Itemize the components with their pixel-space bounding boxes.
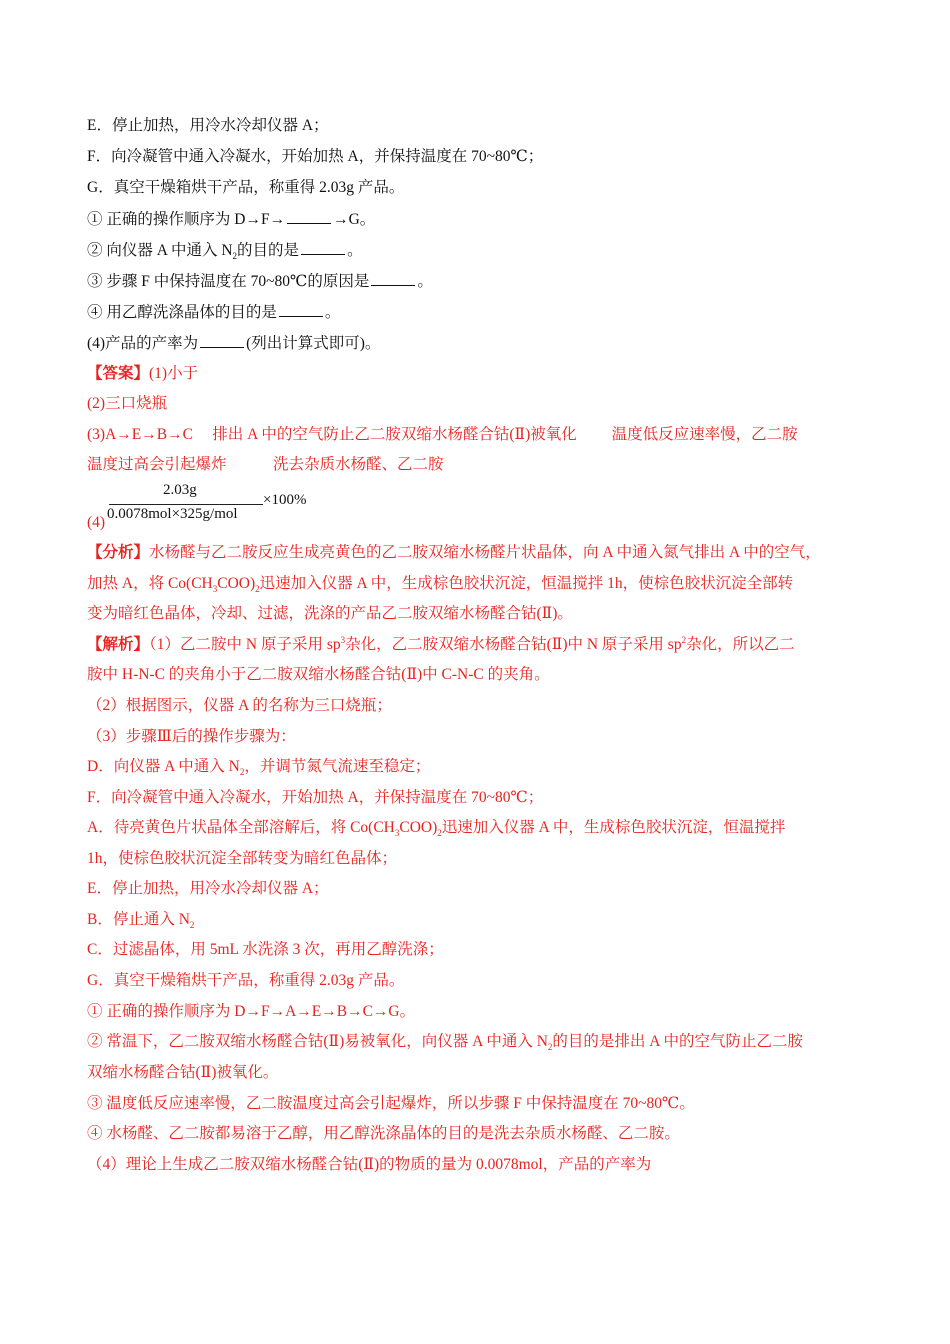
step-d-explained — [87, 757, 870, 777]
question-5-end: (列出计算式即可)。 — [246, 335, 381, 352]
analysis-line-3: 变为暗红色晶体，冷却、过滤，洗涤的产品乙二胺双缩水杨醛合钴(Ⅱ)。 — [87, 605, 573, 622]
explanation-label: 【解析】 — [87, 636, 150, 653]
answer-label: 【答案】 — [87, 365, 150, 382]
answer-blank — [200, 333, 244, 348]
analysis-line-2 — [87, 574, 870, 594]
question-5-text: (4)产品的产率为 — [87, 335, 199, 352]
result-2 — [87, 1032, 870, 1052]
result-1: ① 正确的操作顺序为 D→F→A→E→B→C→G。 — [87, 1003, 416, 1020]
step-e-explained: E．停止加热，用冷水冷却仪器 A； — [87, 880, 329, 897]
analysis-line-1 — [87, 543, 870, 563]
result-2-end: 的目的是排出 A 中的空气防止乙二胺 — [552, 1033, 803, 1050]
answer-blank — [287, 209, 331, 224]
step-f: F．向冷凝管中通入冷凝水，开始加热 A，并保持温度在 70~80℃； — [87, 148, 544, 165]
explanation-text-1c: 杂化，所以乙二 — [686, 636, 795, 653]
step-a-end: 迅速加入仪器 A 中，生成棕色胶状沉淀，恒温搅拌 — [441, 819, 786, 836]
step-a-text: A．待亮黄色片状晶体全部溶解后，将 Co(CH — [87, 819, 395, 836]
step-d-end: ，并调节氮气流速至稳定； — [244, 758, 431, 775]
result-3: ③ 温度低反应速率慢，乙二胺温度过高会引起爆炸，所以步骤 F 中保持温度在 70~80℃。 — [87, 1095, 695, 1112]
answer-blank — [371, 271, 415, 286]
question-2-mid: 的目的是 — [237, 242, 300, 259]
superscript: 2 — [681, 634, 687, 645]
subscript: 2 — [437, 828, 442, 839]
subscript: 3 — [394, 828, 400, 839]
result-4: ④ 水杨醛、乙二胺都易溶于乙醇，用乙醇洗涤晶体的目的是洗去杂质水杨醛、乙二胺。 — [87, 1125, 680, 1142]
question-4-end: 。 — [324, 304, 341, 321]
step-a-mid: COO) — [399, 819, 438, 836]
question-5 — [87, 333, 870, 354]
question-2-text: ② 向仪器 A 中通入 N — [87, 242, 233, 259]
fraction-denominator: 0.0078mol×325g/mol — [107, 506, 238, 522]
result-2-text: ② 常温下，乙二胺双缩水杨醛合钴(Ⅱ)易被氧化，向仪器 A 中通入 N — [87, 1033, 548, 1050]
analysis-text-2c: 迅速加入仪器 A 中，生成棕色胶状沉淀，恒温搅拌 1h，使棕色胶状沉淀全部转 — [259, 575, 794, 592]
explanation-line-2: 胺中 H-N-C 的夹角小于乙二胺双缩水杨醛合钴(Ⅱ)中 C-N-C 的夹角。 — [87, 666, 550, 683]
question-3-end: 。 — [417, 273, 433, 290]
explanation-text-1b: 杂化，乙二胺双缩水杨醛合钴(Ⅱ)中 N 原子采用 sp — [345, 636, 682, 653]
question-4 — [87, 302, 870, 323]
question-2-end: 。 — [347, 242, 363, 259]
explanation-part-2: （2）根据图示，仪器 A 的名称为三口烧瓶； — [87, 697, 392, 714]
analysis-text-2b: COO) — [217, 575, 256, 592]
step-f-explained: F．向冷凝管中通入冷凝水，开始加热 A，并保持温度在 70~80℃； — [87, 789, 544, 806]
result-2-line-2: 双缩水杨醛合钴(Ⅱ)被氧化。 — [87, 1064, 279, 1081]
answer-1: (1)小于 — [149, 365, 199, 382]
question-2 — [87, 240, 870, 261]
explanation-part-3: （3）步骤Ⅲ后的操作步骤为： — [87, 728, 296, 745]
step-d-text: D．向仪器 A 中通入 N — [87, 758, 240, 775]
question-3 — [87, 271, 870, 292]
superscript: 3 — [340, 634, 346, 645]
step-a-explained — [87, 818, 870, 838]
subscript: 2 — [255, 584, 260, 595]
fraction-bar — [109, 504, 263, 505]
step-g: G．真空干燥箱烘干产品，称重得 2.03g 产品。 — [87, 179, 405, 196]
answer-2: (2)三口烧瓶 — [87, 395, 168, 412]
answer-4-label: (4) — [87, 514, 106, 531]
explanation-part-4: （4）理论上生成乙二胺双缩水杨醛合钴(Ⅱ)的物质的量为 0.0078mol，产品的产率为 — [87, 1156, 652, 1173]
step-b-text: B．停止通入 N — [87, 911, 190, 928]
step-a-line-2: 1h，使棕色胶状沉淀全部转变为暗红色晶体； — [87, 850, 398, 867]
question-1 — [87, 209, 870, 230]
question-3-text: ③ 步骤 F 中保持温度在 70~80℃的原因是 — [87, 273, 370, 290]
step-g-explained: G．真空干燥箱烘干产品，称重得 2.03g 产品。 — [87, 972, 405, 989]
answer-3-line-1: (3)A→E→B→C 排出 A 中的空气防止乙二胺双缩水杨醛合钴(Ⅱ)被氧化 温度低反应速率慢，乙二胺 — [87, 426, 798, 443]
analysis-text-1: 水杨醛与乙二胺反应生成亮黄色的乙二胺双缩水杨醛片状晶体，向 A 中通入氮气排出 A 中的空气， — [149, 544, 821, 561]
analysis-label: 【分析】 — [87, 544, 150, 561]
step-e: E．停止加热，用冷水冷却仪器 A； — [87, 117, 329, 134]
subscript: 2 — [547, 1042, 553, 1053]
question-1-end: →G。 — [333, 211, 376, 228]
answer-blank — [301, 240, 345, 255]
answer-3-line-2: 温度过高会引起爆炸 洗去杂质水杨醛、乙二胺 — [87, 456, 444, 473]
step-b-explained — [87, 910, 870, 930]
question-4-text: ④ 用乙醇洗涤晶体的目的是 — [87, 304, 277, 321]
explanation-text-1a: （1）乙二胺中 N 原子采用 sp — [149, 636, 341, 653]
subscript: 2 — [232, 251, 238, 262]
explanation-line-1 — [87, 635, 870, 655]
answer-blank — [279, 302, 323, 317]
subscript: 2 — [189, 920, 195, 931]
answer-line-1 — [87, 364, 870, 384]
question-1-text: ① 正确的操作顺序为 D→F→ — [87, 211, 286, 228]
subscript: 2 — [239, 767, 245, 778]
step-c-explained: C．过滤晶体，用 5mL 水洗涤 3 次，再用乙醇洗涤； — [87, 941, 444, 958]
analysis-text-2a: 加热 A，将 Co(CH — [87, 575, 213, 592]
fraction-numerator: 2.03g — [163, 482, 197, 498]
subscript: 3 — [212, 584, 218, 595]
fraction-multiplier: ×100% — [263, 492, 307, 508]
